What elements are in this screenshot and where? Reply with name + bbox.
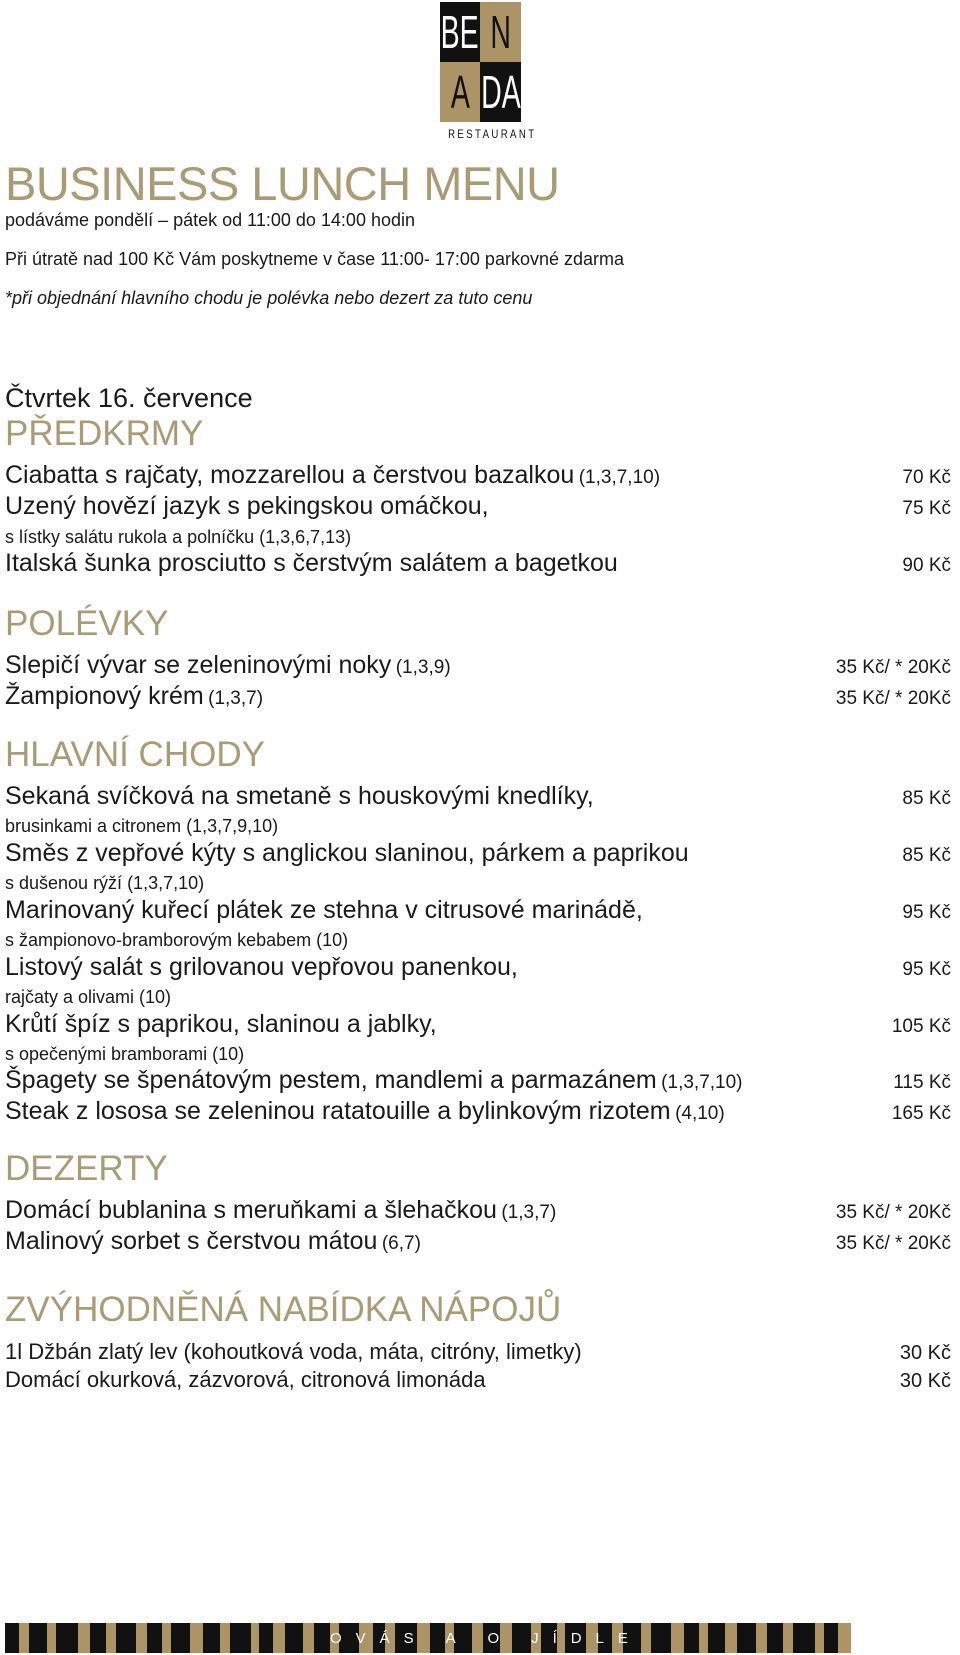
footer-stripe [230, 1623, 251, 1653]
footer-stripe [314, 1623, 330, 1653]
footer-stripe [203, 1623, 220, 1653]
dish-price: 95 Kč [902, 959, 951, 980]
dish-name: Domácí bublanina s meruňkami a šlehačkou [5, 1196, 497, 1224]
section-title-polevky: POLÉVKY [5, 604, 169, 643]
footer-stripe [220, 1623, 230, 1653]
footer-stripe [838, 1623, 851, 1653]
footer-letter: A [445, 1629, 458, 1647]
footer-stripe [793, 1623, 815, 1653]
menu-item [5, 782, 951, 811]
dish-description: brusinkami a citronem (1,3,7,9,10) [5, 816, 279, 836]
dish-price: 95 Kč [902, 902, 951, 923]
dish-description: rajčaty a olivami (10) [5, 987, 172, 1007]
dish-price: 105 Kč [891, 1016, 951, 1037]
menu-item [5, 1010, 951, 1039]
footer-stripe [684, 1623, 699, 1653]
footer-stripe [90, 1623, 106, 1653]
menu-item [5, 651, 951, 680]
footer-stripe [259, 1623, 273, 1653]
footer-stripe [5, 1623, 19, 1653]
footer-letter: O [330, 1629, 344, 1647]
footer-stripe [815, 1623, 824, 1653]
logo-subtitle: RESTAURANT [448, 127, 537, 141]
drink-name: 1l Džbán zlatý lev (kohoutková voda, máta, citróny, limetky) [5, 1339, 582, 1364]
dish-allergens: (1,3,9) [395, 657, 451, 678]
dish-price: 85 Kč [902, 788, 951, 809]
dish-price: 35 Kč/ * 20Kč [835, 1202, 951, 1223]
footer-stripe [106, 1623, 116, 1653]
footer-stripe [78, 1623, 90, 1653]
footer-stripe [273, 1623, 285, 1653]
footer-stripe [651, 1623, 671, 1653]
footer-stripe [56, 1623, 78, 1653]
dish-description: s dušenou rýží (1,3,7,10) [5, 873, 205, 893]
dish-name: Slepičí vývar se zeleninovými noky [5, 651, 392, 679]
dish-name: Krůtí špíz s paprikou, slaninou a jablky, [5, 1010, 437, 1038]
drink-price: 30 Kč [899, 1342, 951, 1364]
menu-item [5, 953, 951, 982]
dish-price: 35 Kč/ * 20Kč [835, 657, 951, 678]
dish-allergens: (6,7) [381, 1233, 421, 1254]
footer-stripe [190, 1623, 203, 1653]
serving-hours: podáváme pondělí – pátek od 11:00 do 14:00 hodin [5, 210, 416, 230]
dish-name: Italská šunka prosciutto s čerstvým salátem a bagetkou [5, 549, 618, 577]
footer-stripe [29, 1623, 47, 1653]
page-title: BUSINESS LUNCH MENU [5, 157, 560, 210]
footer-stripe [47, 1623, 56, 1653]
footer-stripe [147, 1623, 162, 1653]
dish-price: 70 Kč [902, 467, 951, 488]
dish-price: 165 Kč [891, 1103, 951, 1124]
dish-name: Steak z lososa se zeleninou ratatouille a bylinkovým rizotem [5, 1097, 671, 1125]
dish-name: Listový salát s grilovanou vepřovou panenkou, [5, 953, 518, 981]
menu-item [5, 1196, 951, 1225]
footer-stripe [708, 1623, 725, 1653]
dish-name: Žampionový krém [5, 682, 204, 710]
footer-stripe [641, 1623, 651, 1653]
section-title-predkrmy: PŘEDKRMY [5, 414, 204, 453]
drink-item [5, 1339, 951, 1365]
footer-stripe [725, 1623, 737, 1653]
footer-slogan [330, 1623, 630, 1653]
footer-letter: S [403, 1629, 416, 1647]
footer-stripe [783, 1623, 793, 1653]
footer-stripe [303, 1623, 314, 1653]
footer-letter: E [617, 1629, 630, 1647]
dish-allergens: (1,3,7,10) [578, 467, 661, 488]
drink-price: 30 Kč [899, 1370, 951, 1392]
menu-item [5, 839, 951, 868]
footer-letter: L [595, 1629, 606, 1647]
logo-cell-n: N [480, 2, 521, 62]
footer-stripe [699, 1623, 708, 1653]
footer-stripe [116, 1623, 136, 1653]
footer-stripe [19, 1623, 29, 1653]
dish-name: Ciabatta s rajčaty, mozzarellou a čerstvou bazalkou [5, 461, 575, 489]
footer-letter: O [487, 1629, 502, 1647]
main-course-note: *při objednání hlavního chodu je polévka nebo dezert za tuto cenu [5, 288, 533, 308]
menu-item [5, 1227, 951, 1256]
dish-price: 35 Kč/ * 20Kč [835, 688, 951, 709]
footer-stripe [171, 1623, 190, 1653]
menu-item [5, 896, 951, 925]
menu-item [5, 1097, 951, 1126]
dish-price: 90 Kč [902, 555, 951, 576]
dish-allergens: (1,3,7,10) [661, 1072, 743, 1093]
footer-stripe [671, 1623, 684, 1653]
dish-price: 75 Kč [902, 498, 951, 519]
footer-letter: Á [379, 1629, 392, 1647]
footer-letter: V [355, 1629, 368, 1647]
logo-cell-da: DA [480, 62, 521, 122]
menu-item [5, 549, 951, 578]
footer-stripe [136, 1623, 147, 1653]
menu-item [5, 492, 951, 521]
logo-cell-be: BE [440, 2, 480, 62]
dish-description: s lístky salátu rukola a polníčku (1,3,6,7,13) [5, 527, 352, 547]
dish-name: Sekaná svíčková na smetaně s houskovými knedlíky, [5, 782, 594, 810]
dish-price: 35 Kč/ * 20Kč [835, 1233, 951, 1254]
menu-item [5, 461, 951, 490]
dish-name: Marinovaný kuřecí plátek ze stehna v citrusové marinádě, [5, 896, 643, 924]
menu-date: Čtvrtek 16. července [5, 383, 253, 413]
dish-name: Špagety se špenátovým pestem, mandlemi a parmazánem [5, 1066, 657, 1094]
dish-name: Směs z vepřové kýty s anglickou slaninou, párkem a paprikou [5, 839, 689, 867]
footer-stripe [162, 1623, 171, 1653]
dish-name: Malinový sorbet s čerstvou mátou [5, 1227, 378, 1255]
footer-stripe [767, 1623, 783, 1653]
drink-name: Domácí okurková, zázvorová, citronová limonáda [5, 1367, 486, 1392]
footer-letter: Í [552, 1629, 559, 1647]
footer-stripe [824, 1623, 838, 1653]
dish-description: s žampionovo-bramborovým kebabem (10) [5, 930, 349, 950]
logo-cell-a: A [440, 62, 480, 122]
menu-item [5, 1066, 951, 1095]
footer-stripe [737, 1623, 756, 1653]
section-title-hlavni-chody: HLAVNÍ CHODY [5, 735, 265, 774]
dish-allergens: (4,10) [675, 1103, 725, 1124]
dish-description: s opečenými bramborami (10) [5, 1044, 245, 1064]
section-title-napoje: ZVÝHODNĚNÁ NABÍDKA NÁPOJŮ [5, 1290, 562, 1329]
dish-allergens: (1,3,7) [208, 688, 264, 709]
dish-name: Uzený hovězí jazyk s pekingskou omáčkou, [5, 492, 489, 520]
restaurant-logo [440, 2, 537, 141]
footer-stripe [251, 1623, 259, 1653]
parking-info: Při útratě nad 100 Kč Vám poskytneme v čase 11:00- 17:00 parkovné zdarma [5, 249, 625, 269]
footer-stripe [285, 1623, 303, 1653]
footer-stripe [756, 1623, 767, 1653]
menu-item [5, 682, 951, 711]
section-title-dezerty: DEZERTY [5, 1149, 168, 1188]
drink-item [5, 1367, 951, 1393]
dish-price: 115 Kč [893, 1072, 951, 1093]
dish-allergens: (1,3,7) [501, 1202, 557, 1223]
footer-letter: J [531, 1629, 541, 1647]
footer-letter: D [570, 1629, 584, 1647]
dish-price: 85 Kč [902, 845, 951, 866]
